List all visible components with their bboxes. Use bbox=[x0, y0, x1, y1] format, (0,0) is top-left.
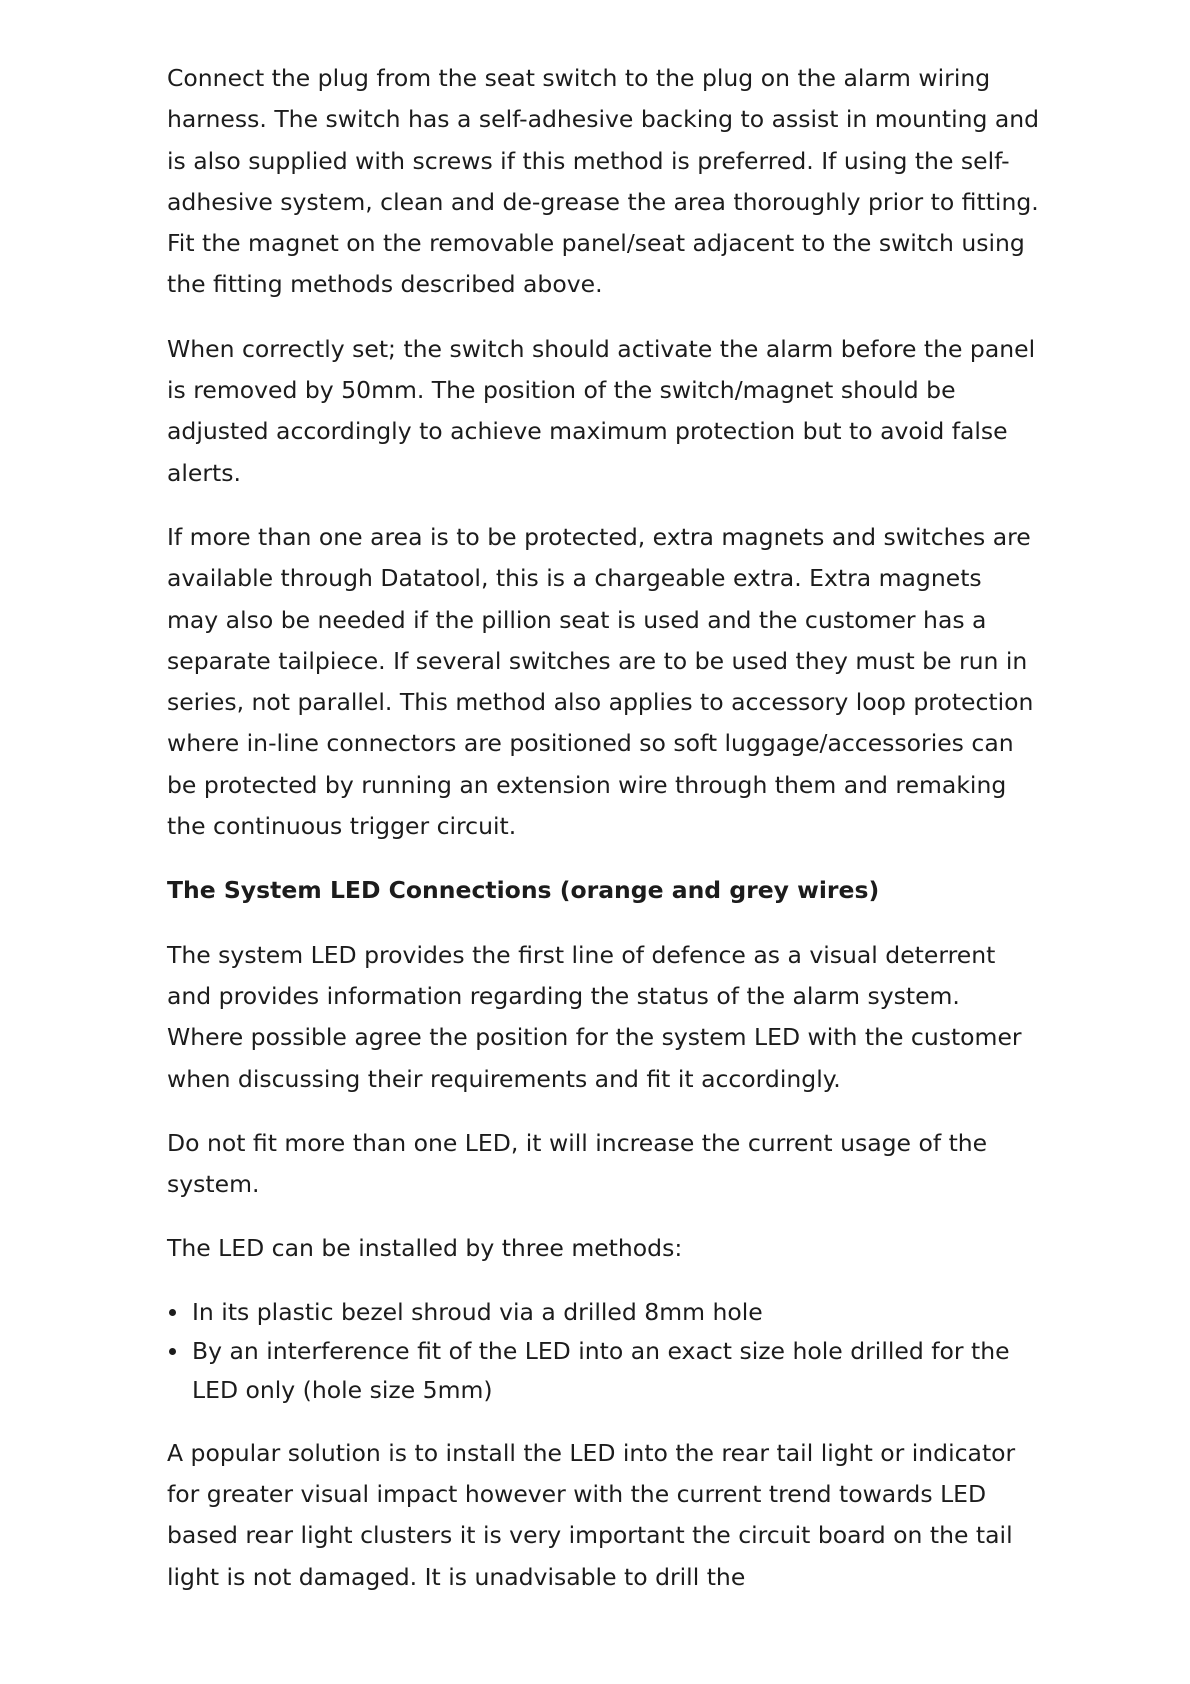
paragraph-tail-light-solution: A popular solution is to install the LED into the rear tail light or indicator for greater visual impact however with the current trend towards LED based rear light clusters it is very important the circuit board on the tail light is not damaged. It is unadvisable to drill the bbox=[167, 1438, 1016, 1591]
paragraph-led-purpose: The system LED provides the first line of defence as a visual deterrent and provides information regarding the status of the alarm system. Where possible agree the position for the system LED with the customer when discussing their requirements and fit it accordingly. bbox=[167, 940, 1022, 1093]
list-item bbox=[167, 1332, 1040, 1410]
paragraph-seat-switch-connection: Connect the plug from the seat switch to the plug on the alarm wiring harness. The switch has a self-adhesive backing to assist in mounting and is also supplied with screws if this method is preferred. If using the self-adhesive system, clean and de-grease the area thoroughly prior to fitting. Fit the magnet on the removable panel/seat adjacent to the switch using the fitting methods described above. bbox=[167, 64, 1040, 299]
paragraph-single-led-warning: Do not fit more than one LED, it will increase the current usage of the system. bbox=[167, 1128, 988, 1199]
paragraph-install-methods-intro: The LED can be installed by three methods: bbox=[167, 1234, 683, 1263]
section-heading-system-led: The System LED Connections (orange and grey wires) bbox=[167, 876, 880, 905]
list-item-text: By an interference fit of the LED into an exact size hole drilled for the LED only (hole size 5mm) bbox=[192, 1336, 1010, 1404]
bullet-icon bbox=[169, 1309, 176, 1316]
paragraph-switch-setting: When correctly set; the switch should activate the alarm before the panel is removed by 50mm. The position of the switch/magnet should be adjusted accordingly to achieve maximum protection but to avoid false alerts. bbox=[167, 334, 1036, 487]
paragraph-extra-magnets: If more than one area is to be protected, extra magnets and switches are available through Datatool, this is a chargeable extra. Extra magnets may also be needed if the pillion seat is used and the customer has a separate tailpiece. If several switches are to be used they must be run in series, not parallel. This method also applies to accessory loop protection where in-line connectors are positioned so soft luggage/accessories can be protected by running an extension wire through them and remaking the continuous trigger circuit. bbox=[167, 522, 1034, 841]
list-item-text: In its plastic bezel shroud via a drilled 8mm hole bbox=[192, 1297, 763, 1326]
bullet-icon bbox=[169, 1348, 176, 1355]
list-item bbox=[167, 1293, 1040, 1332]
install-methods-list bbox=[167, 1293, 1040, 1410]
